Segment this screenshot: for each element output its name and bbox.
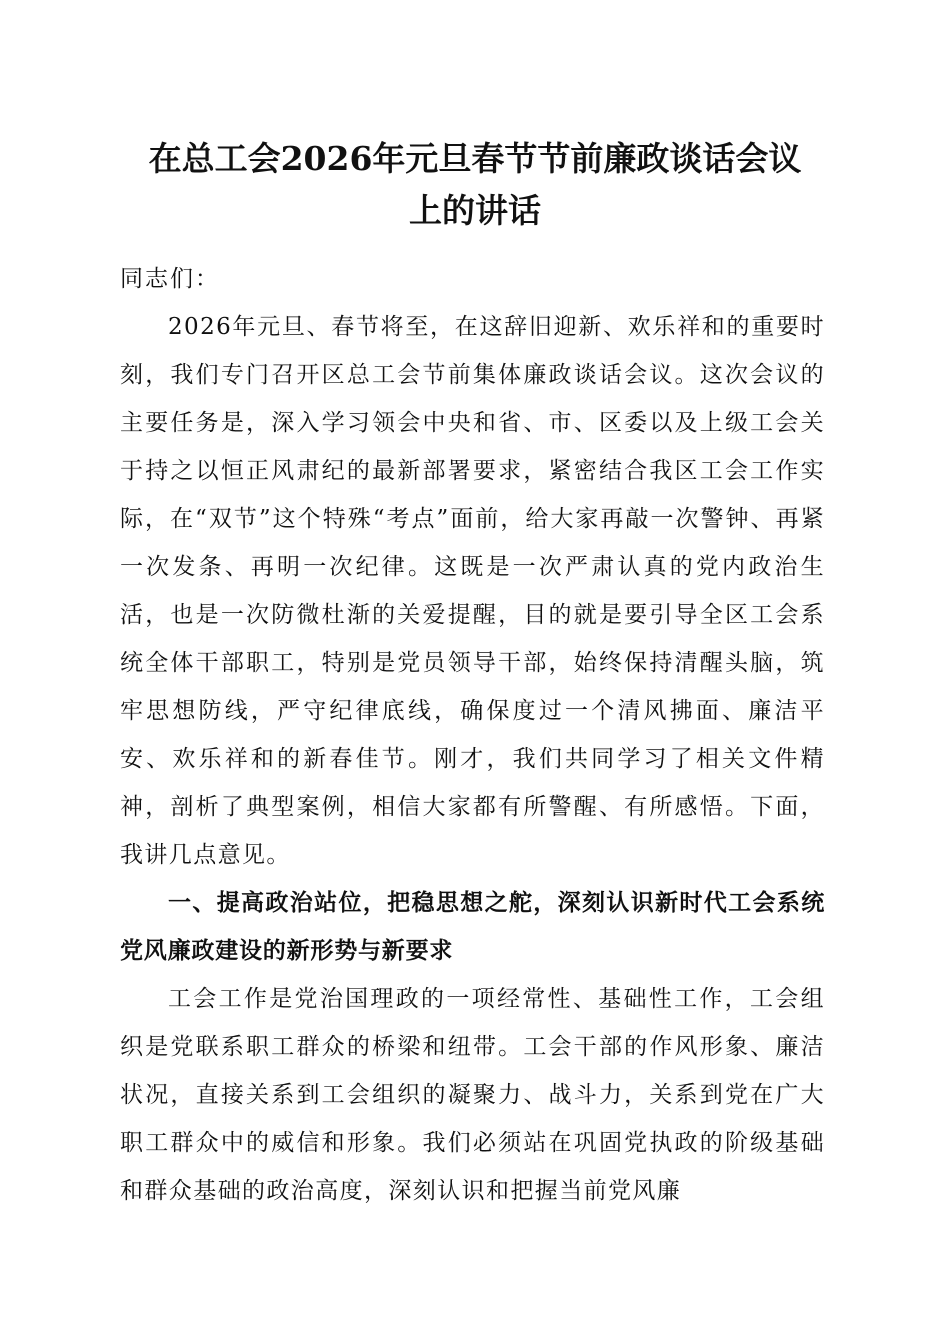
title-line-1: 在总工会2026年元旦春节节前廉政谈话会议 [148, 139, 802, 178]
document-body [120, 255, 825, 1215]
paragraph-section-1: 工会工作是党治国理政的一项经常性、基础性工作，工会组织是党联系职工群众的桥梁和纽带。工会干部的作风形象、廉洁状况，直接关系到工会组织的凝聚力、战斗力，关系到党在广大职工群众中的威信和形象。我们必须站在巩固党执政的阶级基础和群众基础的政治高度，深刻认识和把握当前党风廉 [120, 986, 825, 1204]
document-title [110, 133, 840, 237]
title-line-2: 上的讲话 [409, 191, 541, 230]
section-heading-1: 一、提高政治站位，把稳思想之舵，深刻认识新时代工会系统党风廉政建设的新形势与新要求 [120, 890, 825, 964]
paragraph-intro: 2026年元旦、春节将至，在这辞旧迎新、欢乐祥和的重要时刻，我们专门召开区总工会节前集体廉政谈话会议。这次会议的主要任务是，深入学习领会中央和省、市、区委以及上级工会关于持之以恒正风肃纪的最新部署要求，紧密结合我区工会工作实际，在“双节”这个特殊“考点”面前，给大家再敲一次警钟、再紧一次发条、再明一次纪律。这既是一次严肃认真的党内政治生活，也是一次防微杜渐的关爱提醒，目的就是要引导全区工会系统全体干部职工，特别是党员领导干部，始终保持清醒头脑，筑牢思想防线，严守纪律底线，确保度过一个清风拂面、廉洁平安、欢乐祥和的新春佳节。刚才，我们共同学习了相关文件精神，剖析了典型案例，相信大家都有所警醒、有所感悟。下面，我讲几点意见。 [120, 314, 825, 868]
salutation: 同志们： [120, 266, 220, 292]
